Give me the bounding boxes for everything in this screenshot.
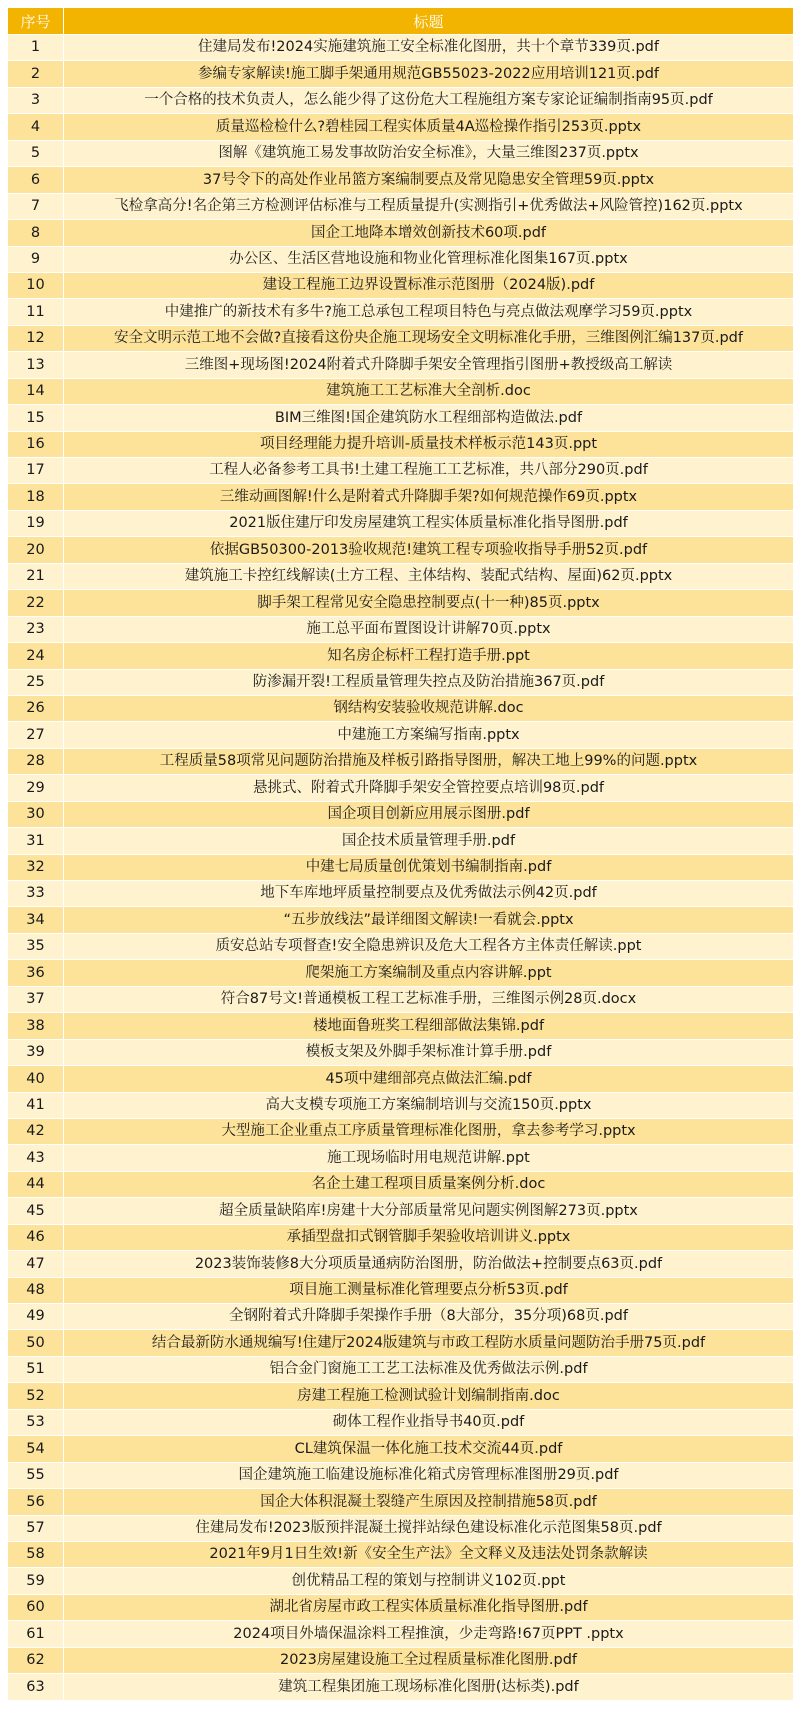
row-index: 24 [8, 643, 64, 669]
row-index: 60 [8, 1594, 64, 1620]
row-index: 47 [8, 1251, 64, 1277]
row-title: “五步放线法”最详细图文解读!一看就会.pptx [64, 907, 794, 933]
table-row [8, 87, 794, 113]
row-index: 38 [8, 1013, 64, 1039]
row-index: 2 [8, 61, 64, 87]
table-row [8, 1171, 794, 1197]
table-row [8, 1383, 794, 1409]
header-title: 标题 [64, 8, 794, 35]
row-title: 质量巡检检什么?碧桂园工程实体质量4A巡检操作指引253页.pptx [64, 114, 794, 140]
row-index: 29 [8, 775, 64, 801]
table-row [8, 1039, 794, 1065]
row-title: 国企大体积混凝土裂缝产生原因及控制措施58页.pdf [64, 1489, 794, 1515]
table-row [8, 590, 794, 616]
table-row [8, 933, 794, 959]
table-header-row [8, 8, 794, 35]
table-row [8, 484, 794, 510]
row-title: 知名房企标杆工程打造手册.ppt [64, 643, 794, 669]
row-title: 质安总站专项督查!安全隐患辨识及危大工程各方主体责任解读.ppt [64, 933, 794, 959]
table-row [8, 1489, 794, 1515]
row-title: 防渗漏开裂!工程质量管理失控点及防治措施367页.pdf [64, 669, 794, 695]
table-row [8, 510, 794, 536]
row-index: 40 [8, 1066, 64, 1092]
row-title: 2021年9月1日生效!新《安全生产法》全文释义及违法处罚条款解读 [64, 1541, 794, 1567]
table-row [8, 35, 794, 61]
row-index: 54 [8, 1436, 64, 1462]
row-title: 施工现场临时用电规范讲解.ppt [64, 1145, 794, 1171]
row-title: 安全文明示范工地不会做?直接看这份央企施工现场安全文明标准化手册，三维图例汇编137页.pdf [64, 325, 794, 351]
row-index: 37 [8, 986, 64, 1012]
row-title: BIM三维图!国企建筑防水工程细部构造做法.pdf [64, 405, 794, 431]
table-row [8, 1436, 794, 1462]
row-index: 39 [8, 1039, 64, 1065]
row-title: 地下车库地坪质量控制要点及优秀做法示例42页.pdf [64, 881, 794, 907]
row-title: CL建筑保温一体化施工技术交流44页.pdf [64, 1436, 794, 1462]
row-index: 45 [8, 1198, 64, 1224]
row-index: 5 [8, 140, 64, 166]
row-title: 国企项目创新应用展示图册.pdf [64, 801, 794, 827]
row-index: 33 [8, 881, 64, 907]
row-title: 一个合格的技术负责人，怎么能少得了这份危大工程施组方案专家论证编制指南95页.pdf [64, 87, 794, 113]
table-row [8, 669, 794, 695]
table-row [8, 1066, 794, 1092]
row-index: 32 [8, 854, 64, 880]
row-index: 4 [8, 114, 64, 140]
table-row [8, 1515, 794, 1541]
row-index: 43 [8, 1145, 64, 1171]
row-index: 10 [8, 272, 64, 298]
table-row [8, 167, 794, 193]
table-row [8, 1224, 794, 1250]
table-row [8, 1304, 794, 1330]
row-title: 模板支架及外脚手架标准计算手册.pdf [64, 1039, 794, 1065]
table-row [8, 1356, 794, 1382]
row-title: 湖北省房屋市政工程实体质量标准化指导图册.pdf [64, 1594, 794, 1620]
table-row [8, 193, 794, 219]
table-row [8, 1277, 794, 1303]
table-row [8, 1568, 794, 1594]
row-title: 全钢附着式升降脚手架操作手册（8大部分，35分项)68页.pdf [64, 1304, 794, 1330]
table-row [8, 643, 794, 669]
row-index: 20 [8, 537, 64, 563]
row-index: 8 [8, 220, 64, 246]
row-index: 51 [8, 1356, 64, 1382]
row-title: 工程质量58项常见问题防治措施及样板引路指导图册，解决工地上99%的问题.pptx [64, 748, 794, 774]
row-title: 结合最新防水通规编写!住建厅2024版建筑与市政工程防水质量问题防治手册75页.pdf [64, 1330, 794, 1356]
row-title: 爬架施工方案编制及重点内容讲解.ppt [64, 960, 794, 986]
row-title: 参编专家解读!施工脚手架通用规范GB55023-2022应用培训121页.pdf [64, 61, 794, 87]
row-index: 3 [8, 87, 64, 113]
row-title: 三维图+现场图!2024附着式升降脚手架安全管理指引图册+教授级高工解读 [64, 352, 794, 378]
row-title: 37号令下的高处作业吊篮方案编制要点及常见隐患安全管理59页.pptx [64, 167, 794, 193]
row-title: 房建工程施工检测试验计划编制指南.doc [64, 1383, 794, 1409]
table-row [8, 1092, 794, 1118]
table-row [8, 352, 794, 378]
row-index: 30 [8, 801, 64, 827]
row-index: 1 [8, 35, 64, 61]
row-index: 13 [8, 352, 64, 378]
table-row [8, 881, 794, 907]
row-title: 2023装饰装修8大分项质量通病防治图册，防治做法+控制要点63页.pdf [64, 1251, 794, 1277]
row-index: 31 [8, 828, 64, 854]
row-index: 56 [8, 1489, 64, 1515]
table-row [8, 907, 794, 933]
row-index: 61 [8, 1621, 64, 1647]
row-title: 建筑工程集团施工现场标准化图册(达标类).pdf [64, 1674, 794, 1700]
table-row [8, 325, 794, 351]
row-title: 超全质量缺陷库!房建十大分部质量常见问题实例图解273页.pptx [64, 1198, 794, 1224]
row-index: 58 [8, 1541, 64, 1567]
table-row [8, 458, 794, 484]
table-row [8, 986, 794, 1012]
table-row [8, 828, 794, 854]
row-index: 28 [8, 748, 64, 774]
row-index: 9 [8, 246, 64, 272]
table-row [8, 1330, 794, 1356]
table-row [8, 960, 794, 986]
table-row [8, 246, 794, 272]
table-row [8, 272, 794, 298]
row-title: 住建局发布!2024实施建筑施工安全标准化图册，共十个章节339页.pdf [64, 35, 794, 61]
row-title: 钢结构安装验收规范讲解.doc [64, 695, 794, 721]
row-index: 18 [8, 484, 64, 510]
row-index: 35 [8, 933, 64, 959]
table-row [8, 1118, 794, 1144]
row-title: 建设工程施工边界设置标准示范图册（2024版).pdf [64, 272, 794, 298]
table-row [8, 537, 794, 563]
row-title: 国企技术质量管理手册.pdf [64, 828, 794, 854]
table-row [8, 1541, 794, 1567]
row-title: 2021版住建厅印发房屋建筑工程实体质量标准化指导图册.pdf [64, 510, 794, 536]
row-title: 图解《建筑施工易发事故防治安全标准》，大量三维图237页.pptx [64, 140, 794, 166]
row-title: 创优精品工程的策划与控制讲义102页.ppt [64, 1568, 794, 1594]
table-row [8, 220, 794, 246]
row-title: 依据GB50300-2013验收规范!建筑工程专项验收指导手册52页.pdf [64, 537, 794, 563]
table-row [8, 695, 794, 721]
row-index: 22 [8, 590, 64, 616]
row-index: 12 [8, 325, 64, 351]
row-title: 工程人必备参考工具书!土建工程施工工艺标准，共八部分290页.pdf [64, 458, 794, 484]
table-body [8, 35, 794, 1701]
row-title: 办公区、生活区营地设施和物业化管理标准化图集167页.pptx [64, 246, 794, 272]
row-title: 名企土建工程项目质量案例分析.doc [64, 1171, 794, 1197]
row-index: 48 [8, 1277, 64, 1303]
table-row [8, 854, 794, 880]
row-title: 项目经理能力提升培训-质量技术样板示范143页.ppt [64, 431, 794, 457]
row-index: 53 [8, 1409, 64, 1435]
row-index: 7 [8, 193, 64, 219]
row-index: 23 [8, 616, 64, 642]
row-index: 25 [8, 669, 64, 695]
table-row [8, 431, 794, 457]
row-index: 44 [8, 1171, 64, 1197]
row-title: 三维动画图解!什么是附着式升降脚手架?如何规范操作69页.pptx [64, 484, 794, 510]
row-index: 41 [8, 1092, 64, 1118]
table-row [8, 1621, 794, 1647]
row-index: 26 [8, 695, 64, 721]
row-title: 建筑施工工艺标准大全剖析.doc [64, 378, 794, 404]
table-row [8, 1674, 794, 1700]
table-row [8, 748, 794, 774]
row-title: 2023房屋建设施工全过程质量标准化图册.pdf [64, 1647, 794, 1673]
row-index: 46 [8, 1224, 64, 1250]
table-row [8, 405, 794, 431]
table-row [8, 61, 794, 87]
row-index: 27 [8, 722, 64, 748]
row-title: 建筑施工卡控红线解读(土方工程、主体结构、装配式结构、屋面)62页.pptx [64, 563, 794, 589]
row-index: 11 [8, 299, 64, 325]
table-row [8, 1198, 794, 1224]
row-index: 59 [8, 1568, 64, 1594]
table-row [8, 1145, 794, 1171]
row-index: 52 [8, 1383, 64, 1409]
row-index: 57 [8, 1515, 64, 1541]
row-title: 脚手架工程常见安全隐患控制要点(十一种)85页.pptx [64, 590, 794, 616]
row-title: 飞检拿高分!名企第三方检测评估标准与工程质量提升(实测指引+优秀做法+风险管控)162页.pptx [64, 193, 794, 219]
row-index: 49 [8, 1304, 64, 1330]
row-index: 19 [8, 510, 64, 536]
row-title: 国企工地降本增效创新技术60项.pdf [64, 220, 794, 246]
row-title: 国企建筑施工临建设施标准化箱式房管理标准图册29页.pdf [64, 1462, 794, 1488]
row-index: 63 [8, 1674, 64, 1700]
row-index: 15 [8, 405, 64, 431]
row-index: 42 [8, 1118, 64, 1144]
table-row [8, 801, 794, 827]
table-row [8, 616, 794, 642]
table-row [8, 1409, 794, 1435]
row-index: 21 [8, 563, 64, 589]
row-title: 高大支模专项施工方案编制培训与交流150页.pptx [64, 1092, 794, 1118]
row-index: 6 [8, 167, 64, 193]
table-row [8, 114, 794, 140]
row-index: 36 [8, 960, 64, 986]
row-index: 55 [8, 1462, 64, 1488]
row-title: 2024项目外墙保温涂料工程推演，少走弯路!67页PPT .pptx [64, 1621, 794, 1647]
row-title: 中建七局质量创优策划书编制指南.pdf [64, 854, 794, 880]
document-list-table [7, 7, 794, 1701]
table-row [8, 1462, 794, 1488]
row-title: 承插型盘扣式钢管脚手架验收培训讲义.pptx [64, 1224, 794, 1250]
header-index: 序号 [8, 8, 64, 35]
row-index: 14 [8, 378, 64, 404]
row-title: 大型施工企业重点工序质量管理标准化图册，拿去参考学习.pptx [64, 1118, 794, 1144]
table-row [8, 378, 794, 404]
table-row [8, 1013, 794, 1039]
row-title: 住建局发布!2023版预拌混凝土搅拌站绿色建设标准化示范图集58页.pdf [64, 1515, 794, 1541]
row-title: 中建施工方案编写指南.pptx [64, 722, 794, 748]
table-row [8, 1647, 794, 1673]
row-index: 16 [8, 431, 64, 457]
table-row [8, 775, 794, 801]
table-row [8, 722, 794, 748]
row-index: 50 [8, 1330, 64, 1356]
table-row [8, 299, 794, 325]
row-title: 符合87号文!普通模板工程工艺标准手册，三维图示例28页.docx [64, 986, 794, 1012]
table-row [8, 1594, 794, 1620]
table-row [8, 140, 794, 166]
row-title: 施工总平面布置图设计讲解70页.pptx [64, 616, 794, 642]
row-title: 项目施工测量标准化管理要点分析53页.pdf [64, 1277, 794, 1303]
row-index: 17 [8, 458, 64, 484]
row-title: 楼地面鲁班奖工程细部做法集锦.pdf [64, 1013, 794, 1039]
row-title: 铝合金门窗施工工艺工法标准及优秀做法示例.pdf [64, 1356, 794, 1382]
table-row [8, 563, 794, 589]
row-index: 34 [8, 907, 64, 933]
row-title: 45项中建细部亮点做法汇编.pdf [64, 1066, 794, 1092]
table-row [8, 1251, 794, 1277]
row-title: 中建推广的新技术有多牛?施工总承包工程项目特色与亮点做法观摩学习59页.pptx [64, 299, 794, 325]
row-index: 62 [8, 1647, 64, 1673]
row-title: 悬挑式、附着式升降脚手架安全管控要点培训98页.pdf [64, 775, 794, 801]
row-title: 砌体工程作业指导书40页.pdf [64, 1409, 794, 1435]
